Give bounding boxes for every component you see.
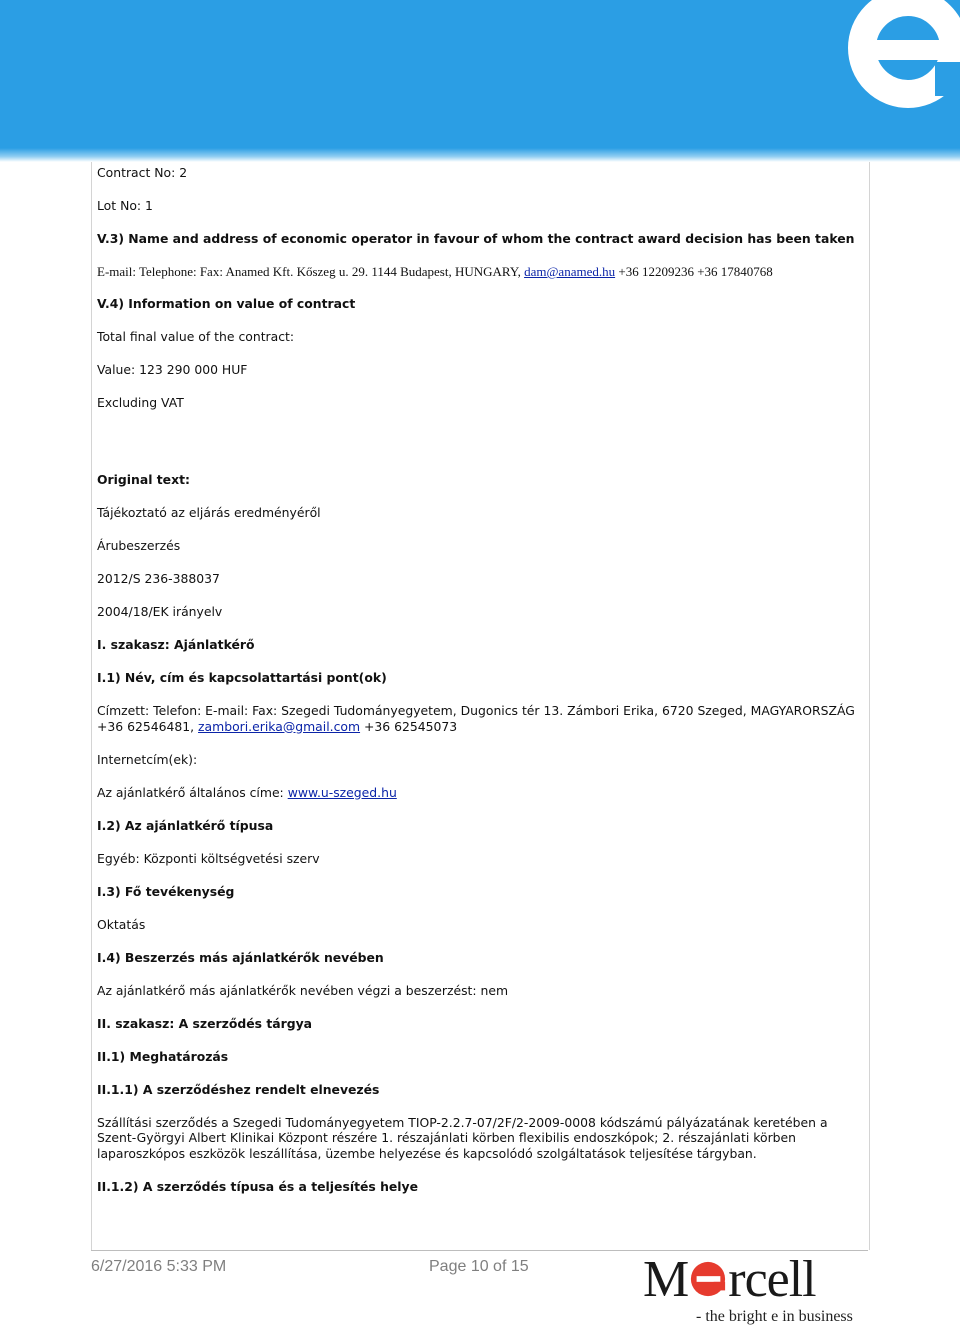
v3-contact-phones: +36 12209236 +36 17840768 bbox=[615, 264, 773, 279]
directive: 2004/18/EK irányelv bbox=[97, 604, 223, 619]
i1-contact bbox=[97, 703, 857, 734]
i4-value: Az ajánlatkérő más ajánlatkérők nevében végzi a beszerzést: nem bbox=[97, 982, 509, 998]
general-address bbox=[97, 785, 857, 801]
i2-value: Egyéb: Központi költségvetési szerv bbox=[97, 850, 320, 866]
arubeszerzes: Árubeszerzés bbox=[97, 538, 181, 553]
section-2-heading: II. szakasz: A szerződés tárgya bbox=[97, 1015, 313, 1031]
section-1-heading: I. szakasz: Ajánlatkérő bbox=[97, 637, 255, 652]
internetcim: Internetcím(ek): bbox=[97, 751, 198, 767]
v4-heading: V.4) Information on value of contract bbox=[97, 295, 356, 311]
header-fade bbox=[0, 148, 960, 162]
marcell-e-logo-icon bbox=[820, 0, 960, 120]
i2-heading: I.2) Az ajánlatkérő típusa bbox=[97, 817, 274, 833]
reference-number: 2012/S 236-388037 bbox=[97, 571, 220, 586]
brand-tagline: - the bright e in business bbox=[696, 1308, 853, 1325]
total-final-value: Total final value of the contract: bbox=[97, 328, 295, 344]
i1-heading: I.1) Név, cím és kapcsolattartási pont(ok) bbox=[97, 670, 387, 685]
i3-value: Oktatás bbox=[97, 916, 146, 932]
v3-email-link[interactable]: dam@anamed.hu bbox=[524, 264, 616, 279]
brand-end: rcell bbox=[728, 1251, 816, 1308]
i1-contact-fax: +36 62545073 bbox=[360, 718, 458, 734]
tajekoztato: Tájékoztató az eljárás eredményéről bbox=[97, 505, 321, 520]
excluding-vat: Excluding VAT bbox=[97, 394, 184, 410]
i4-heading: I.4) Beszerzés más ajánlatkérők nevében bbox=[97, 949, 384, 965]
v3-contact-text: E-mail: Telephone: Fax: Anamed Kft. Kőszeg u. 29. 1144 Budapest, HUNGARY, bbox=[97, 264, 525, 279]
ii12-heading: II.1.2) A szerződés típusa és a teljesítés helye bbox=[97, 1178, 419, 1194]
contract-value: Value: 123 290 000 HUF bbox=[97, 361, 248, 377]
general-address-label: Az ajánlatkérő általános címe: bbox=[97, 784, 288, 800]
original-text-heading: Original text: bbox=[97, 472, 190, 487]
i1-contact-text: Címzett: Telefon: E-mail: Fax: Szegedi Tudományegyetem, Dugonics tér 13. Zámbori Erika, 6720 Szeged, MAGYARORSZÁG +36 62546481, bbox=[97, 703, 855, 734]
brand-start: M bbox=[643, 1251, 689, 1308]
ii1-heading: II.1) Meghatározás bbox=[97, 1048, 229, 1064]
marcell-e-mark-icon bbox=[689, 1260, 727, 1298]
ii11-heading: II.1.1) A szerződéshez rendelt elnevezés bbox=[97, 1081, 380, 1097]
ii11-value: Szállítási szerződés a Szegedi Tudományegyetem TIOP-2.2.7-07/2F/2-2009-0008 kódszámú pályázatának keretében a Szent-Györgyi Albert Klinikai Központ részére 1. részajánlati körben flexibilis endoszkópok; 2. részajánlati körben laparoszkópos eszközök leszállítása, üzembe helyezése és kapcsolódó szolgáltatások teljesítése tárgyban. bbox=[97, 1114, 828, 1161]
footer-page-number: Page 10 of 15 bbox=[429, 1258, 529, 1275]
i3-heading: I.3) Fő tevékenység bbox=[97, 883, 235, 899]
lot-no: Lot No: 1 bbox=[97, 198, 153, 213]
contract-no: Contract No: 2 bbox=[97, 165, 188, 180]
brand-logo bbox=[643, 1251, 816, 1308]
header-band bbox=[0, 0, 960, 162]
document-body bbox=[97, 165, 857, 1212]
i1-email-link[interactable]: zambori.erika@gmail.com bbox=[198, 718, 361, 734]
footer-datetime: 6/27/2016 5:33 PM bbox=[91, 1258, 227, 1275]
v3-contact bbox=[97, 264, 857, 280]
v3-heading: V.3) Name and address of economic operator in favour of whom the contract award decision has been taken bbox=[97, 231, 855, 246]
general-address-link[interactable]: www.u-szeged.hu bbox=[287, 784, 397, 800]
